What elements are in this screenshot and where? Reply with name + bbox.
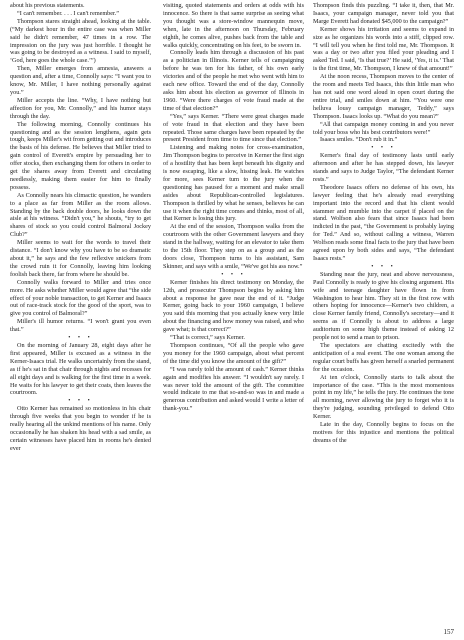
paragraph: Miller seems to wait for the words to travel their distance. “I don't know why you have to be so dramatic about it,” he says and the few reflexive snickers from the crowd ruin it for Connolly, leaving him looking foolish back there, far from where he should be. xyxy=(10,239,151,278)
paragraph: “I was rarely told the amount of cash.” Kerner thinks again and modifies his answer. “I wouldn't say rarely. I was never told the amount of the gift. The committee would indicate to me that so-and-so was in and made a generous contribution and asked would I write a letter of thank-you.” xyxy=(163,365,304,413)
paragraph: Otto Kerner has remained so motionless in his chair through five weeks that you begin to wonder if he is really hearing all the unkind mentions of his name. Only occasionally he has shaken his head with a sad smile, as certain witnesses have placed him in rooms he's denied ever xyxy=(10,405,151,452)
paragraph: Listening and making notes for cross-examination, Jim Thompson begins to perceive in Kerner the first sign of a hostility that has been kept beneath his dignity and is now escaping, like a slow, hissing leak. He watches for more, sees Kerner turn to the jury when the questioning has paused for a moment and make small asides about Republican-controlled legislatures. Thompson is thrilled by what he senses, believes he can use it when the right time comes and thinks, most of all, that Kerner is losing this jury. xyxy=(163,144,304,223)
page-number: 157 xyxy=(443,628,454,636)
section-break: • • • xyxy=(371,144,396,152)
paragraph: At the noon recess, Thompson moves to the center of the room and meets Ted Isaacs, this thin little man who has not said one word aloud in open court during the entire trial, and smiles down at him. “You were one helluva lousy campaign manager, Teddy,” says Thompson. Isaacs looks up. “What do you mean?” xyxy=(313,73,454,120)
paragraph: On the morning of January 28, eight days after he first appeared, Miller is excused as a witness in the Kerner-Isaacs trial. He walks uncertainly from the stand, as if he's sat in that chair through nights and recesses for all eight days and is walking for the first time in a week. He waits for his lawyer to get their coats, then leaves the courtroom. xyxy=(10,341,151,397)
text-column-1 xyxy=(10,2,151,628)
paragraph: Standing near the jury, neat and above nervousness, Paul Connolly is ready to give his closing argument. His wife and teenage daughter have flown in from Washington to hear him. They sit in the first row with others hoping for innocence—Kerner's two children, a close Kerner family friend, Connolly's secretary—and it seems as if Connolly is about to address a large auditorium on some high theme instead of asking 12 people not to send a man to prison. xyxy=(313,270,454,342)
paragraph: Then, Miller emerges from amnesia, answers a question and, after a time, Connolly says: “I want you to know, Mr. Miller, I have nothing personally against you.” xyxy=(10,65,151,96)
paragraph: Kerner's final day of testimony lasts until early afternoon and after he has stepped down, his lawyer stands and says to Judge Taylor, “The defendant Kerner rests.” xyxy=(313,152,454,183)
section-break: • • • xyxy=(371,262,396,270)
section-break: • • • xyxy=(221,270,246,278)
paragraph: “All that campaign money coming in and you never told your boss who his best contributors were!” xyxy=(313,120,454,136)
paragraph: Kerner shows his irritation and seems to expand in size as he organizes his words into a stiff, clipped row. “I will tell you when he first told me, Mr. Thompson. It was a day or two after you filed your pleading and I asked Ted. I said, ‘Is that true?’ He said, ‘Yes, it is.’ That is the first time, Mr. Thompson, I knew of that amount!” xyxy=(313,25,454,73)
paragraph: “Yes,” says Kerner. “There were great charges made of vote fraud in that election and they have been repeated. Those same charges have been repeated by the present President from time to time since that election.” xyxy=(163,112,304,144)
paragraph: As Connolly nears his climactic question, he wanders to a place as far from Miller as the room allows. Standing by the back double doors, he looks down the aisle at his witness. “Didn't you,” he shouts, “try to get shares of stock so you could control Balmoral Jockey Club?” xyxy=(10,191,151,239)
paragraph: At the end of the session, Thompson walks from the courtroom with the other Government lawyers and they stand in the hallway, waiting for an elevator to take them to the 15th floor. They step on as a group and as the doors close, Thompson turns to his assistant, Sam Skinner, and says with a smile, “We've got his ass now.” xyxy=(163,223,304,270)
section-break: • • • xyxy=(68,334,93,342)
paragraph: Theodore Isaacs offers no defense of his own, his lawyer feeling that he's already read everything important into the record and that his client would stammer and mumble into the carpet if placed on the stand. Wolfson also fears that since Isaacs had been indicted in the past, “the Government is probably laying for Ted.” And so, without calling a witness, Warren Wolfson reads some final facts to the jury that have been agreed upon by both sides and says, “The defendant Isaacs rests.” xyxy=(313,183,454,262)
text-column-2 xyxy=(163,2,304,628)
paragraph: The following morning, Connolly continues his questioning and as the session lengthens, again gets tough, keeps Miller's wit from getting out and introduces the basis of his defense. He believes that Miller tried to gain control of Everett's empire by persuading her to offer stocks, then exchanging them for others in order to get the shares away from Everett and circulating needlessly, making them easier for him to finally possess. xyxy=(10,120,151,191)
paragraph: Kerner finishes his direct testimony on Monday, the 12th, and prosecutor Thompson begins by asking him about a response he gave near the end of it. “Judge Kerner, going back to your 1960 campaign, I believe you said this morning that you actually knew very little about the financing and how money was raised, and who gave what; is that correct?” xyxy=(163,278,304,334)
paragraph: visiting, quoted statements and orders at odds with his innocence. So there is that same surprise as seeing what you thought was a store-window mannequin move, when, late in the afternoon on Thursday, February eighth, he comes alive, pushes back from the table and walks quickly, concentrating on his feet, to be sworn in. xyxy=(163,2,304,49)
paragraph: “That is correct,” says Kerner. xyxy=(170,334,245,342)
paragraph: The spectators are chatting excitedly with the anticipation of a real event. The one woman among the regular court buffs has given herself a snarled permanent for the occasion. xyxy=(313,341,454,373)
paragraph: Miller accepts the line. “Why, I have nothing but affection for you, Mr. Connolly,” and his humor stays through the day. xyxy=(10,96,151,120)
paragraph: Thompson finds this puzzling. “I take it, then, that Mr. Isaacs, your campaign manager, never told you that Marge Everett had donated $45,000 to the campaign?” xyxy=(313,2,454,25)
section-break: • • • xyxy=(68,397,93,405)
paragraph: Isaacs smiles. “Don't rub it in.” xyxy=(320,136,398,144)
paragraph: Miller's ill humor returns. “I won't grant you even that.” xyxy=(10,318,151,334)
text-column-3 xyxy=(313,2,454,628)
paragraph: At ten o'clock, Connolly starts to talk about the importance of the case. “This is the most momentous point in my life,” he tells the jury. He continues the tone all morning, never allowing the jury to forget who it is they're judging, sounding privileged to defend Otto Kerner. xyxy=(313,373,454,421)
paragraph: Thompson stares straight ahead, looking at the table. (“My darkest hour in the entire case was when Miller said he didn't remember, 47 times in a row. The impression on the jury was just horrible. I thought he was going to be destroyed as a witness. I said to myself, ‘God, here goes the whole case.’”) xyxy=(10,17,151,65)
paragraph: about his previous statements. xyxy=(10,2,85,9)
paragraph: “I can't remember. . . . I can't remember.” xyxy=(17,9,120,17)
paragraph: Late in the day, Connolly begins to focus on the motives for this injustice and mentions the political dreams of the xyxy=(313,421,454,444)
paragraph: Connolly walks forward to Miller and tries once more. He asks whether Miller would agree that “the side effect of your noble transaction, to get Kerner and Isaacs out of race-track stock for the good of the sport, was to give you control of Balmoral?” xyxy=(10,278,151,318)
paragraph: Thompson continues, “Of all the people who gave you money for the 1960 campaign, about what percent of the time did you know the amount of the gift?” xyxy=(163,341,304,365)
paragraph: Connolly leads him through a discussion of his past as a politician in Illinois. Kerner tells of campaigning before he was ten for his father, of his own early victories and of the people he met who went with him to each new office. Toward the end of the day, Connolly asks him about his election as governor of Illinois in 1960. “Were there charges of vote fraud made at the time of that election?” xyxy=(163,49,304,112)
